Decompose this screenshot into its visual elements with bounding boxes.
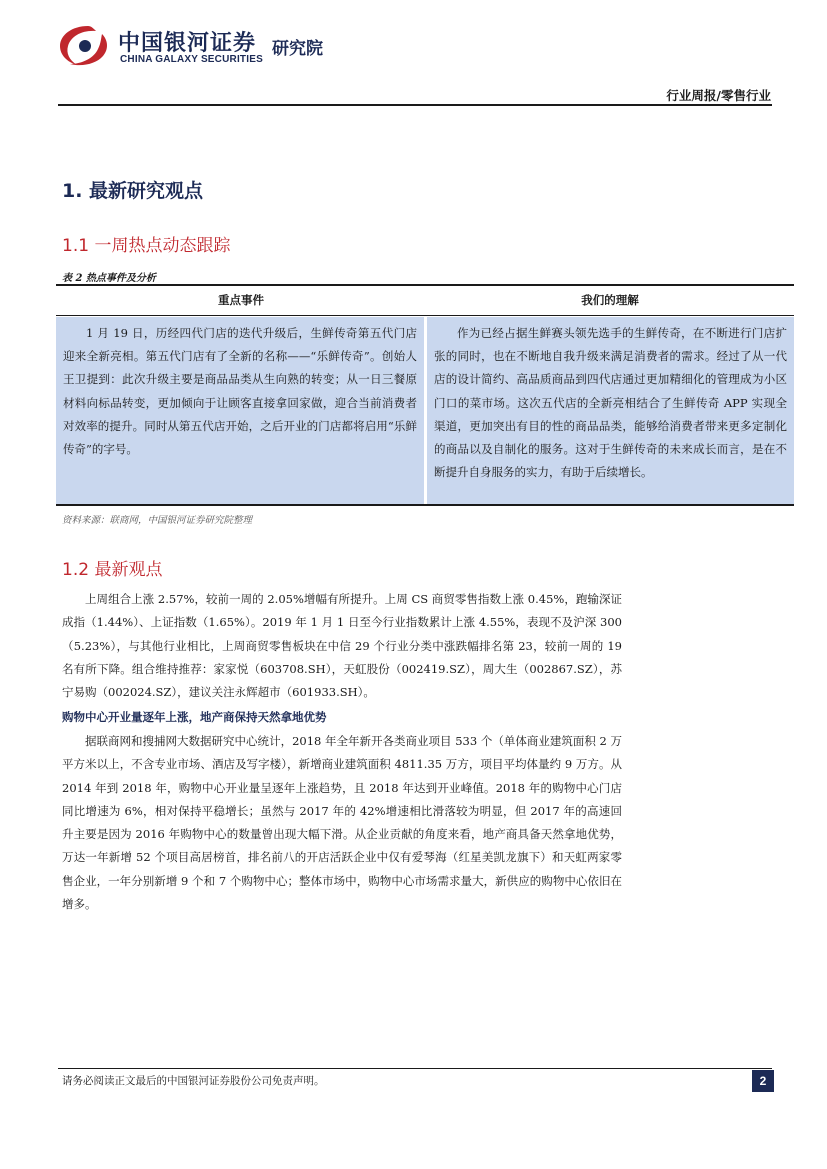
- logo-english-name: CHINA GALAXY SECURITIES: [120, 54, 263, 65]
- section-1-title: 1. 最新研究观点: [62, 180, 204, 202]
- table-header-row: [56, 286, 794, 315]
- table-caption: 表 2 热点事件及分析: [62, 273, 156, 284]
- mall-paragraph: 据联商网和搜捕网大数据研究中心统计，2018 年全年新开各类商业项目 533 个（单体商业建筑面积 2 万平方米以上，不含专业市场、酒店及写字楼），新增商业建筑面积 4811.35 万方，项目平均体量约 9 万方。从 2014 年到 2018 年，购物中心开业量呈逐年上涨趋势，且 2018 年达到开业峰值。2018 年的购物中心门店同比增速为 6%，相对保持平稳增长；虽然与 2017 年的 42%增速相比滑落较为明显，但 2017 年的高速回升主要是因为 2016 年购物中心的数量曾出现大幅下滑。从企业贡献的角度来看，地产商具备天然拿地优势，万达一年新增 52 个项目高居榜首，排名前八的开店活跃企业中仅有爱琴海（红星美凯龙旗下）和天虹两家零售企业，一年分别新增 9 个和 7 个购物中心；整体市场中，购物中心市场需求量大，新供应的购物中心依旧在增多。: [62, 734, 622, 912]
- view-cell: 作为已经占据生鲜赛头领先选手的生鲜传奇，在不断进行门店扩张的同时，也在不断地自我升级来满足消费者的需求。经过了从一代店的设计简约、高品质商品到四代店通过更加精细化的管理成为小区门口的菜市场。这次五代店的全新亮相结合了生鲜传奇 APP 实现全渠道，更加突出有目的性的商品品类，能够给消费者带来更多定制化的商品以及自制化的服务。这对于生鲜传奇的未来成长而言，是在不断提升自身服务的实力，有助于后续增长。: [427, 317, 794, 504]
- header-key-events: 重点事件: [218, 293, 264, 307]
- footer-disclaimer: 请务必阅读正文最后的中国银河证券股份公司免责声明。: [62, 1075, 325, 1087]
- section-1-1-title: 1.1 一周热点动态跟踪: [62, 236, 231, 256]
- section-1-2-title: 1.2 最新观点: [62, 560, 163, 580]
- footer-divider: [58, 1068, 772, 1069]
- table-bottom-rule: [56, 504, 794, 506]
- mall-subheading: 购物中心开业量逐年上涨，地产商保持天然拿地优势: [62, 710, 327, 724]
- logo-chinese-name: 中国银河证券: [118, 31, 257, 56]
- latest-view-paragraph: 上周组合上涨 2.57%，较前一周的 2.05%增幅有所提升。上周 CS 商贸零售指数上涨 0.45%，跑输深证成指（1.44%）、上证指数（1.65%）。2019 年 1 月 1 日至今行业指数累计上涨 4.55%，表现不及沪深 300（5.23%），与其他行业相比，上周商贸零售板块在中信 29 个行业分类中涨跌幅排名第 23，较前一周的 19 名有所下降。组合维持推荐：家家悦（603708.SH），天虹股份（002419.SZ），周大生（002867.SZ），苏宁易购（002024.SZ），建议关注永辉超市（601933.SH）。: [62, 592, 622, 700]
- page-number: 2: [752, 1070, 774, 1092]
- event-cell: 1 月 19 日，历经四代门店的迭代升级后，生鲜传奇第五代门店迎来全新亮相。第五代门店有了全新的名称——“乐鲜传奇”。创始人王卫提到：此次升级主要是商品品类从生向熟的转变；从一日三餐原材料向标品转变，更加倾向于让顾客直接拿回家做，迎合当前消费者对效率的提升。同时从第五代店开始，之后开业的门店都将启用“乐鲜传奇”的字号。: [56, 317, 424, 504]
- table-header-rule: [56, 315, 794, 316]
- report-type: 行业周报/零售行业: [666, 88, 771, 103]
- page-header: [0, 0, 827, 110]
- table-source-note: 资料来源：联商网，中国银河证券研究院整理: [62, 515, 253, 526]
- hot-events-table: [56, 284, 794, 506]
- header-our-view: 我们的理解: [581, 293, 639, 307]
- institute-name: 研究院: [272, 39, 323, 59]
- header-divider: [58, 104, 772, 106]
- galaxy-logo-icon: [58, 24, 110, 68]
